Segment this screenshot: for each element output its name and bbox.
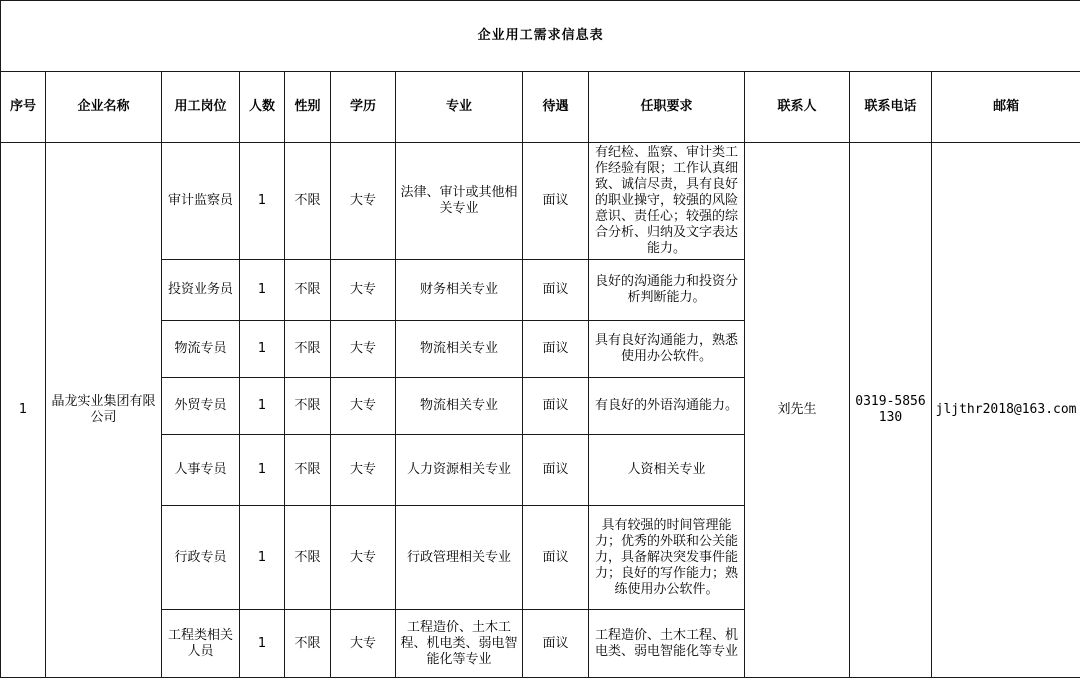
education-cell: 大专 (331, 435, 396, 506)
education-cell: 大专 (331, 506, 396, 610)
gender-cell: 不限 (285, 610, 331, 678)
count-cell: 1 (240, 378, 285, 435)
pay-cell: 面议 (523, 610, 589, 678)
header-education: 学历 (331, 72, 396, 143)
position-cell: 人事专员 (162, 435, 240, 506)
gender-cell: 不限 (285, 260, 331, 321)
contact-person: 刘先生 (745, 143, 850, 678)
gender-cell: 不限 (285, 143, 331, 260)
major-cell: 人力资源相关专业 (396, 435, 523, 506)
header-gender: 性别 (285, 72, 331, 143)
count-cell: 1 (240, 435, 285, 506)
pay-cell: 面议 (523, 321, 589, 378)
header-email: 邮箱 (932, 72, 1080, 143)
requirement-cell: 具有良好沟通能力，熟悉使用办公软件。 (589, 321, 745, 378)
contact-email: jljthr2018@163.com (932, 143, 1080, 678)
gender-cell: 不限 (285, 378, 331, 435)
position-cell: 工程类相关人员 (162, 610, 240, 678)
gender-cell: 不限 (285, 435, 331, 506)
gender-cell: 不限 (285, 321, 331, 378)
major-cell: 法律、审计或其他相关专业 (396, 143, 523, 260)
major-cell: 物流相关专业 (396, 321, 523, 378)
count-cell: 1 (240, 260, 285, 321)
company-index: 1 (1, 143, 46, 678)
major-cell: 行政管理相关专业 (396, 506, 523, 610)
header-major: 专业 (396, 72, 523, 143)
requirement-cell: 具有较强的时间管理能力；优秀的外联和公关能力，具备解决突发事件能力；良好的写作能力；熟练使用办公软件。 (589, 506, 745, 610)
position-cell: 物流专员 (162, 321, 240, 378)
requirement-cell: 有良好的外语沟通能力。 (589, 378, 745, 435)
header-phone: 联系电话 (850, 72, 932, 143)
position-cell: 投资业务员 (162, 260, 240, 321)
header-pay: 待遇 (523, 72, 589, 143)
count-cell: 1 (240, 506, 285, 610)
header-company: 企业名称 (46, 72, 162, 143)
header-contact: 联系人 (745, 72, 850, 143)
requirement-cell: 有纪检、监察、审计类工作经验有限；工作认真细致、诚信尽责，具有良好的职业操守，较强的风险意识、责任心；较强的综合分析、归纳及文字表达能力。 (589, 143, 745, 260)
count-cell: 1 (240, 143, 285, 260)
header-position: 用工岗位 (162, 72, 240, 143)
header-index: 序号 (1, 72, 46, 143)
requirement-cell: 良好的沟通能力和投资分析判断能力。 (589, 260, 745, 321)
header-count: 人数 (240, 72, 285, 143)
sheet-title: 企业用工需求信息表 (1, 1, 1080, 72)
position-cell: 审计监察员 (162, 143, 240, 260)
count-cell: 1 (240, 321, 285, 378)
education-cell: 大专 (331, 321, 396, 378)
pay-cell: 面议 (523, 435, 589, 506)
major-cell: 财务相关专业 (396, 260, 523, 321)
header-row (1, 72, 1080, 143)
pay-cell: 面议 (523, 378, 589, 435)
pay-cell: 面议 (523, 506, 589, 610)
education-cell: 大专 (331, 143, 396, 260)
requirement-cell: 工程造价、土木工程、机电类、弱电智能化等专业 (589, 610, 745, 678)
major-cell: 物流相关专业 (396, 378, 523, 435)
gender-cell: 不限 (285, 506, 331, 610)
pay-cell: 面议 (523, 143, 589, 260)
education-cell: 大专 (331, 610, 396, 678)
education-cell: 大专 (331, 260, 396, 321)
pay-cell: 面议 (523, 260, 589, 321)
position-cell: 行政专员 (162, 506, 240, 610)
position-cell: 外贸专员 (162, 378, 240, 435)
education-cell: 大专 (331, 378, 396, 435)
requirement-cell: 人资相关专业 (589, 435, 745, 506)
company-name: 晶龙实业集团有限公司 (46, 143, 162, 678)
count-cell: 1 (240, 610, 285, 678)
header-requirement: 任职要求 (589, 72, 745, 143)
contact-phone: 0319-5856130 (850, 143, 932, 678)
major-cell: 工程造价、土木工程、机电类、弱电智能化等专业 (396, 610, 523, 678)
table-row (1, 143, 1080, 260)
